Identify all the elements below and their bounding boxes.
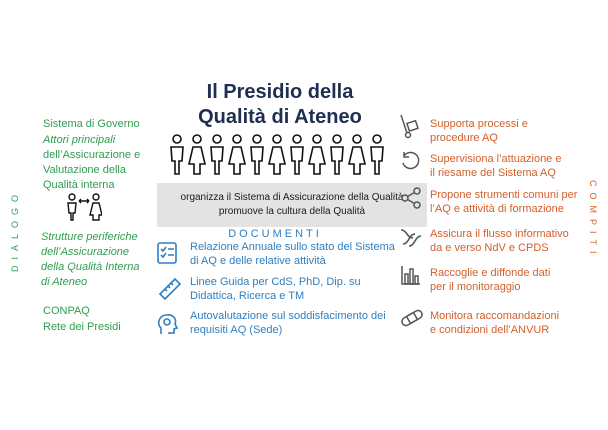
people-exchange-icon [66, 193, 102, 221]
rete-presidi: Rete dei Presidi [43, 321, 121, 333]
mission-banner [157, 183, 427, 227]
compito-item: Monitora raccomandazioni e condizioni dell’ANVUR [430, 310, 560, 336]
document-item: Linee Guida per CdS, PhD, Dip. su Didattica, Ricerca e TM [190, 276, 361, 302]
document-item: Relazione Annuale sullo stato del Sistema di AQ e delle relative attività [190, 241, 395, 267]
connection-icon [399, 224, 423, 250]
ruler-icon [157, 276, 183, 302]
compito-item: Supporta processi e procedure AQ [430, 118, 528, 144]
document-item: Autovalutazione sul soddisfacimento dei requisiti AQ (Sede) [190, 310, 386, 336]
compito-item: Supervisiona l’attuazione e il riesame del Sistema AQ [430, 153, 562, 179]
strutture-periferiche: Strutture periferiche dell’Assicurazione della Qualità Interna di Ateneo [41, 231, 140, 288]
documenti-heading: DOCUMENTI [228, 228, 322, 240]
attori-description: dell’Assicurazione e Valutazione della Qualità interna [43, 149, 141, 191]
compiti-side-label: COMPITI [588, 180, 598, 260]
banner-line-2: promuove la cultura della Qualità [218, 206, 366, 217]
head-icon [155, 311, 181, 337]
checklist-icon [155, 240, 181, 266]
attori-principali: Attori principali [43, 134, 116, 146]
share-icon [400, 186, 422, 210]
diagram-title [150, 80, 410, 130]
title-line-2: Qualità di Ateneo [198, 106, 362, 128]
conpaq: CONPAQ [43, 305, 90, 317]
hand-truck-icon [398, 113, 422, 139]
sistema-governo: Sistema di Governo [43, 118, 140, 130]
compito-item: Propone strumenti comuni per l’AQ e attività di formazione [430, 189, 578, 215]
compito-item: Raccoglie e diffonde dati per il monitoraggio [430, 267, 551, 293]
dialogo-side-label: DIALOGO [10, 188, 20, 272]
people-group-icon [168, 134, 388, 178]
title-line-1: Il Presidio della [206, 81, 354, 103]
refresh-icon [400, 150, 422, 172]
bandage-icon [399, 306, 425, 330]
bar-chart-icon [400, 264, 422, 286]
compito-item: Assicura il flusso informativo da e verso NdV e CPDS [430, 228, 569, 254]
banner-line-1: organizza il Sistema di Assicurazione della Qualità [180, 192, 404, 203]
